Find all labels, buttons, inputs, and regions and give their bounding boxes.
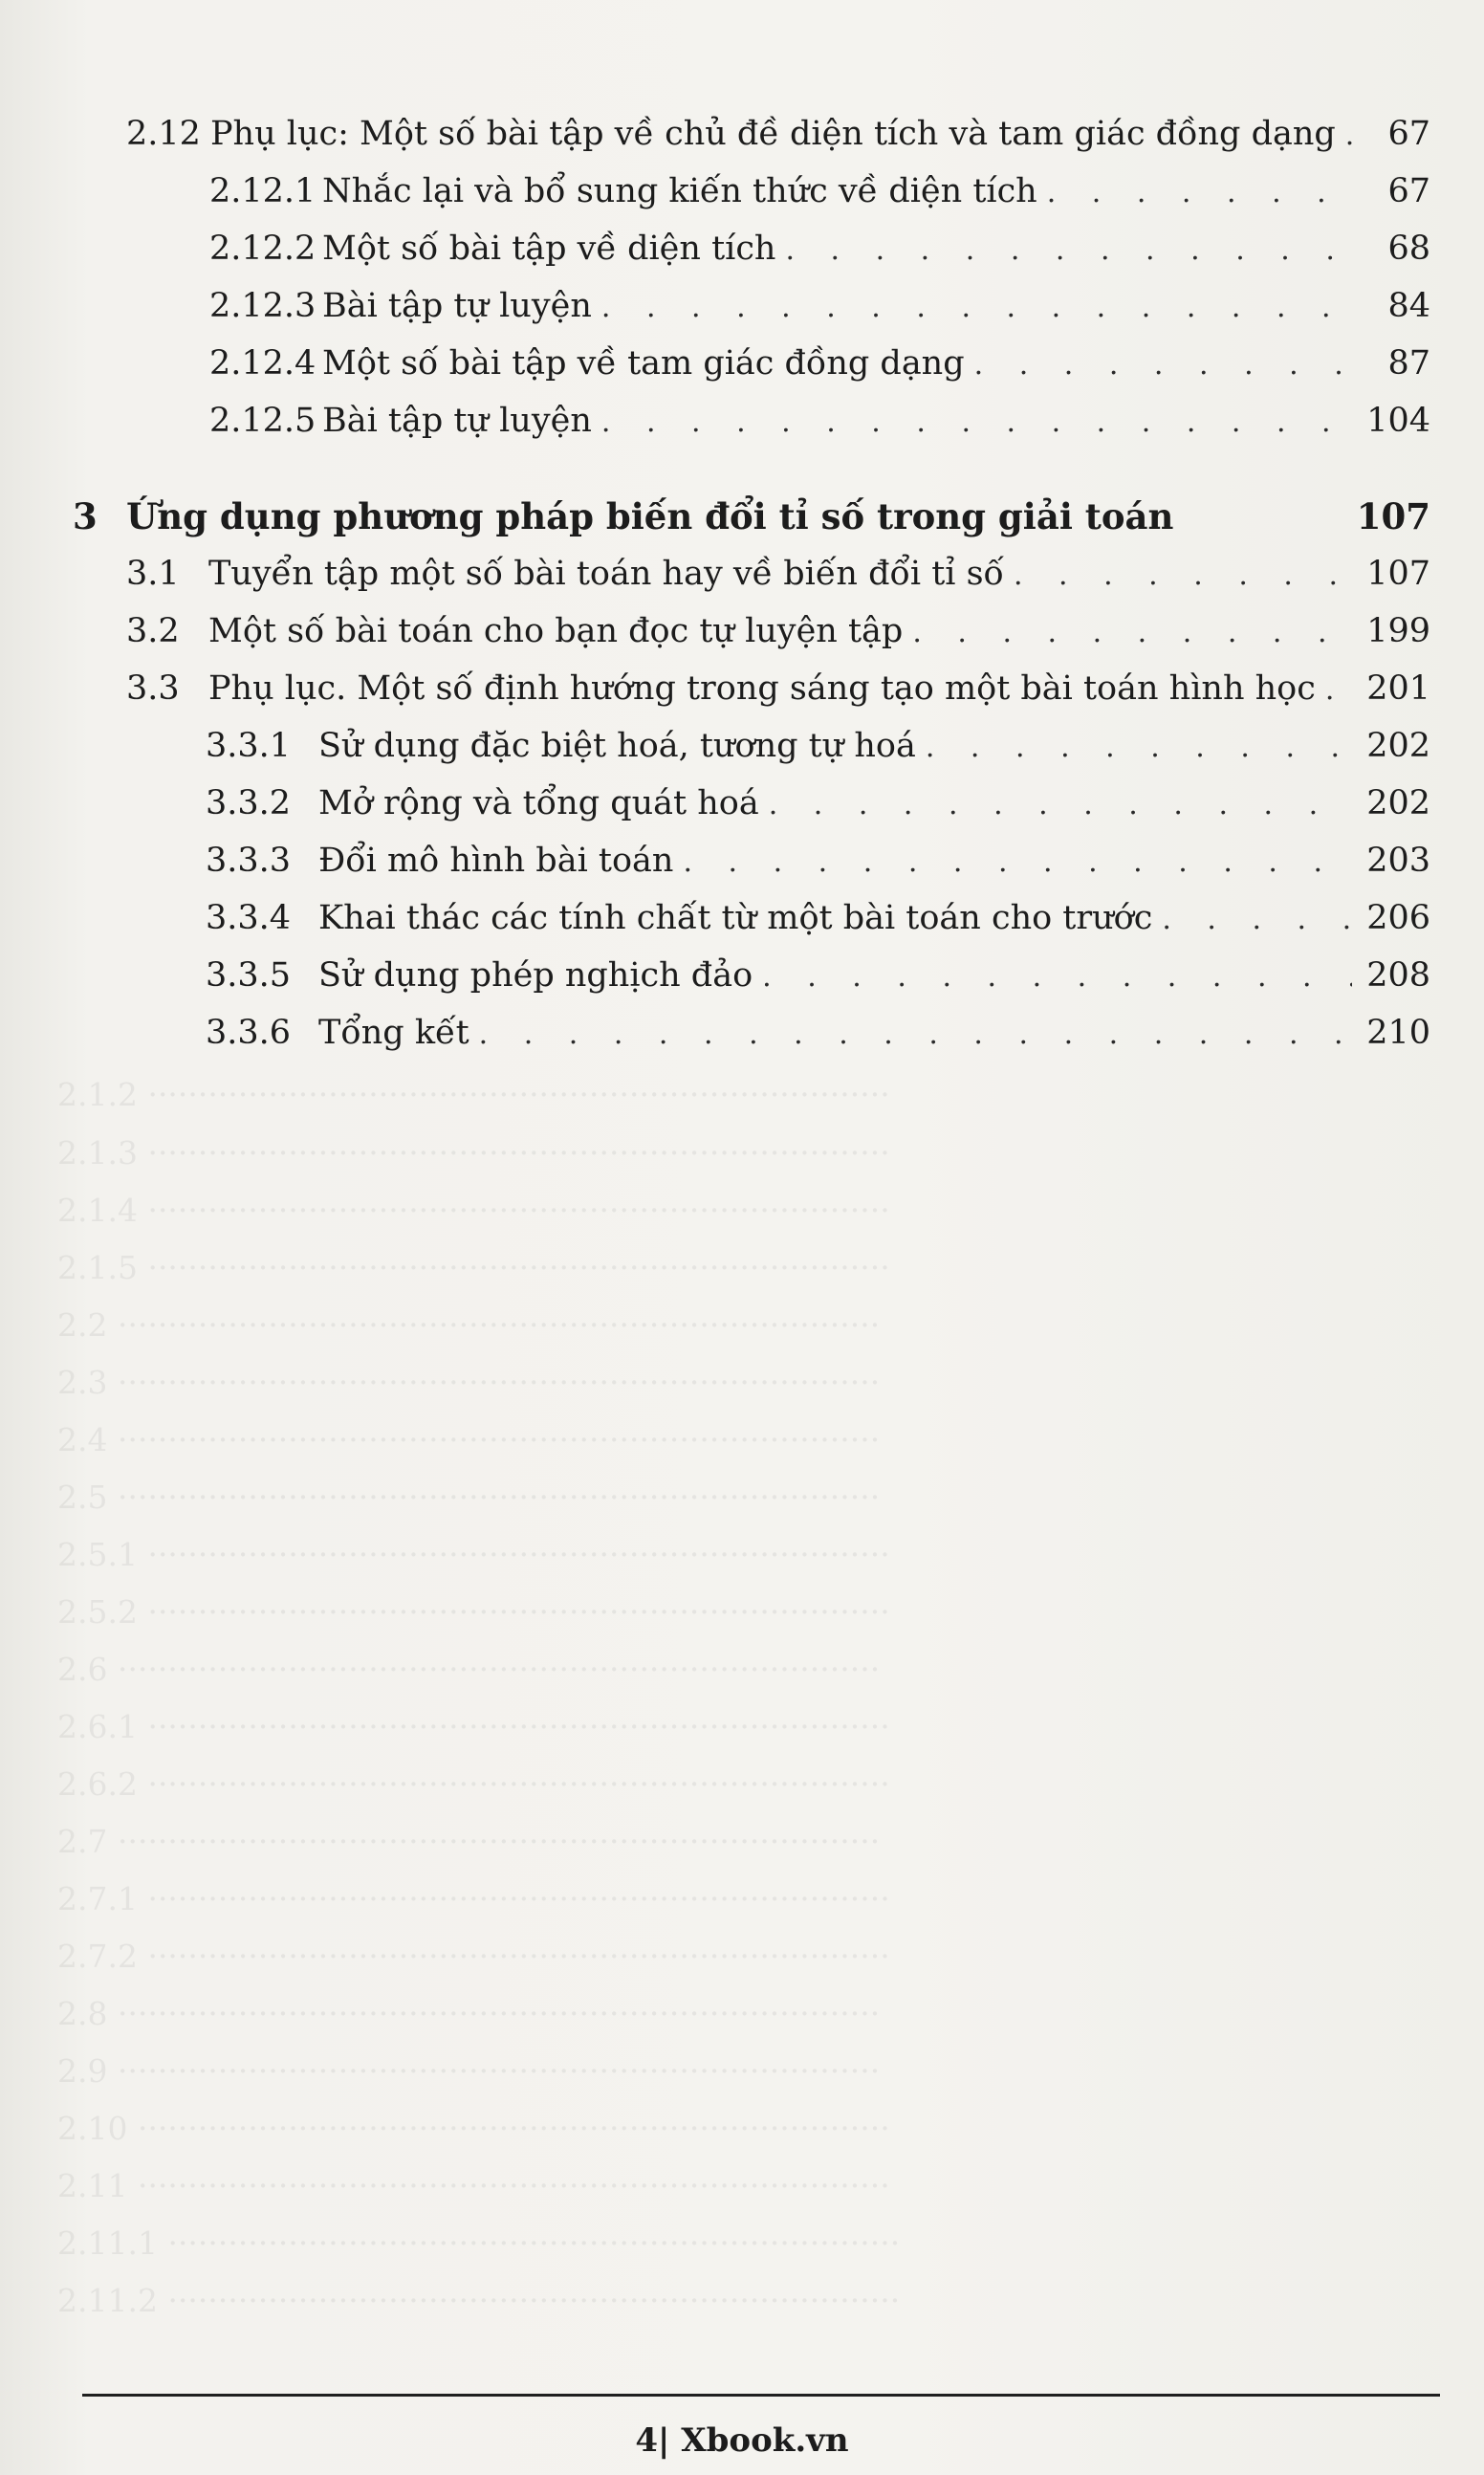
toc-entry-page: 84	[1387, 287, 1430, 325]
dot-leader	[926, 727, 1352, 769]
toc-entry-number: 3.3.1	[206, 727, 292, 765]
toc-entry-title: Phụ lục: Một số bài tập về chủ đề diện tích và tam giác đồng dạng	[210, 115, 1336, 153]
toc-entry-title: Nhắc lại và bổ sung kiến thức về diện tích	[322, 172, 1037, 210]
toc-entry[interactable]	[206, 954, 1430, 998]
toc-entry-title: Một số bài toán cho bạn đọc tự luyện tập	[208, 612, 904, 650]
dot-leader	[762, 956, 1352, 998]
toc-entry[interactable]	[126, 610, 1430, 654]
bleed-through-text: 2.1.5 ··········································································	[57, 1249, 890, 1286]
toc-entry-title: Sử dụng đặc biệt hoá, tương tự hoá	[318, 727, 916, 765]
dot-leader	[1047, 172, 1352, 214]
toc-entry[interactable]	[126, 113, 1430, 157]
toc-entry-page: 67	[1387, 172, 1430, 210]
footer-page-number: 4	[635, 2421, 659, 2460]
toc-chapter-title: Ứng dụng phương pháp biến đổi tỉ số trong giải toán	[126, 495, 1174, 537]
toc-entry-title: Một số bài tập về tam giác đồng dạng	[322, 344, 965, 383]
toc-entry-page: 104	[1366, 402, 1430, 440]
toc-entry-number: 2.12.3	[209, 287, 316, 325]
bleed-through-text: 2.9 ············································································	[57, 2052, 881, 2090]
bleed-through-text: 2.8 ············································································	[57, 1995, 881, 2032]
bleed-through-text: 2.7.1 ··········································································	[57, 1880, 890, 1917]
bleed-through-text: 2.10 ···········································································	[57, 2110, 890, 2147]
toc-chapter-page: 107	[1356, 495, 1430, 537]
toc-entry[interactable]	[209, 170, 1430, 214]
toc-entry-number: 3.3.6	[206, 1014, 292, 1052]
bleed-through-text: 2.6.2 ··········································································	[57, 1765, 890, 1803]
toc-entry-number: 3.3.4	[206, 899, 292, 937]
toc-entry[interactable]	[209, 342, 1430, 386]
page-footer	[0, 2421, 1484, 2460]
toc-entry[interactable]	[209, 400, 1430, 444]
dot-leader	[974, 344, 1352, 386]
toc-entry-number: 3.3.2	[206, 784, 292, 822]
toc-entry-page: 210	[1366, 1014, 1430, 1052]
toc-entry[interactable]	[126, 553, 1430, 597]
bleed-through-text: 2.5 ············································································	[57, 1478, 881, 1516]
toc-entry-number: 3.3.3	[206, 842, 292, 880]
toc-entry-title: Tổng kết	[318, 1014, 469, 1052]
bleed-through-text: 2.5.2 ··········································································	[57, 1593, 890, 1631]
dot-leader	[785, 230, 1352, 272]
bleed-through-text: 2.11 ···········································································	[57, 2167, 890, 2204]
dot-leader	[769, 784, 1352, 826]
dot-leader	[601, 287, 1352, 329]
toc-entry-number: 3.2	[126, 612, 180, 650]
bleed-through-text: 2.6 ············································································	[57, 1651, 881, 1688]
footer-separator: |	[658, 2421, 670, 2460]
toc-entry-page: 107	[1366, 555, 1430, 593]
dot-leader	[1014, 555, 1352, 597]
toc-entry-title: Đổi mô hình bài toán	[318, 842, 674, 880]
toc-entry-number: 2.12.5	[209, 402, 316, 440]
toc-entry-title: Phụ lục. Một số định hướng trong sáng tạo một bài toán hình học	[208, 669, 1316, 708]
toc-entry-number: 3.3.5	[206, 956, 292, 995]
bleed-through-text: 2.1.2 ··········································································	[57, 1076, 890, 1113]
toc-entry-title: Khai thác các tính chất từ một bài toán cho trước	[318, 899, 1153, 937]
toc-entry-title: Mở rộng và tổng quát hoá	[318, 784, 759, 822]
footer-rule	[82, 2394, 1440, 2397]
toc-entry[interactable]	[206, 782, 1430, 826]
bleed-through-text: 2.3 ············································································	[57, 1364, 881, 1401]
toc-entry-page: 202	[1366, 784, 1430, 822]
toc-entry-number: 2.12.2	[209, 230, 316, 268]
dot-leader	[1325, 669, 1352, 712]
toc-entry[interactable]	[126, 668, 1430, 712]
toc-entry-number: 3.3	[126, 669, 180, 708]
bleed-through-text: 2.5.1 ··········································································	[57, 1536, 890, 1573]
dot-leader	[1162, 899, 1352, 941]
dot-leader	[1345, 115, 1352, 157]
toc-entry-number: 2.12.1	[209, 172, 316, 210]
bleed-through-text: 2.4 ············································································	[57, 1421, 881, 1458]
toc-entry-page: 203	[1366, 842, 1430, 880]
toc-entry-page: 206	[1366, 899, 1430, 937]
dot-leader	[912, 612, 1352, 654]
toc-entry[interactable]	[209, 285, 1430, 329]
bleed-through-text: 2.7.2 ··········································································	[57, 1938, 890, 1975]
toc-entry-title: Một số bài tập về diện tích	[322, 230, 776, 268]
toc-entry-page: 202	[1366, 727, 1430, 765]
toc-entry[interactable]	[206, 897, 1430, 941]
toc-entry-number: 3.1	[126, 555, 180, 593]
toc-chapter-entry[interactable]	[73, 495, 1430, 537]
bleed-through-text: 2.6.1 ··········································································	[57, 1708, 890, 1745]
toc-entry-page: 208	[1366, 956, 1430, 995]
toc-entry-title: Bài tập tự luyện	[322, 402, 592, 440]
toc-entry-number: 2.12.4	[209, 344, 316, 383]
bleed-through-text: 2.2 ············································································	[57, 1306, 881, 1344]
toc-entry-page: 87	[1387, 344, 1430, 383]
bleed-through-text: 2.1.3 ··········································································	[57, 1134, 890, 1172]
footer-site-name[interactable]: Xbook.vn	[681, 2421, 849, 2460]
dot-leader	[601, 402, 1352, 444]
toc-entry-page: 68	[1387, 230, 1430, 268]
bleed-through-text: 2.11.2 ·········································································	[57, 2282, 901, 2319]
toc-entry[interactable]	[206, 1012, 1430, 1056]
toc-entry-page: 199	[1366, 612, 1430, 650]
toc-entry-title: Tuyển tập một số bài toán hay về biến đổi tỉ số	[208, 555, 1004, 593]
dot-leader	[683, 842, 1352, 884]
toc-entry-page: 67	[1387, 115, 1430, 153]
toc-entry-title: Sử dụng phép nghịch đảo	[318, 956, 753, 995]
toc-entry-title: Bài tập tự luyện	[322, 287, 592, 325]
bleed-through-text: 2.1.4 ··········································································	[57, 1192, 890, 1229]
toc-chapter-number: 3	[73, 495, 98, 537]
dot-leader	[479, 1014, 1352, 1056]
toc-entry[interactable]	[209, 228, 1430, 272]
toc-entry-page: 201	[1366, 669, 1430, 708]
toc-entry[interactable]	[206, 840, 1430, 884]
toc-entry-number: 2.12	[126, 115, 201, 153]
toc-entry[interactable]	[206, 725, 1430, 769]
bleed-through-text: 2.11.1 ·········································································	[57, 2224, 901, 2262]
bleed-through-text: 2.7 ············································································	[57, 1823, 881, 1860]
